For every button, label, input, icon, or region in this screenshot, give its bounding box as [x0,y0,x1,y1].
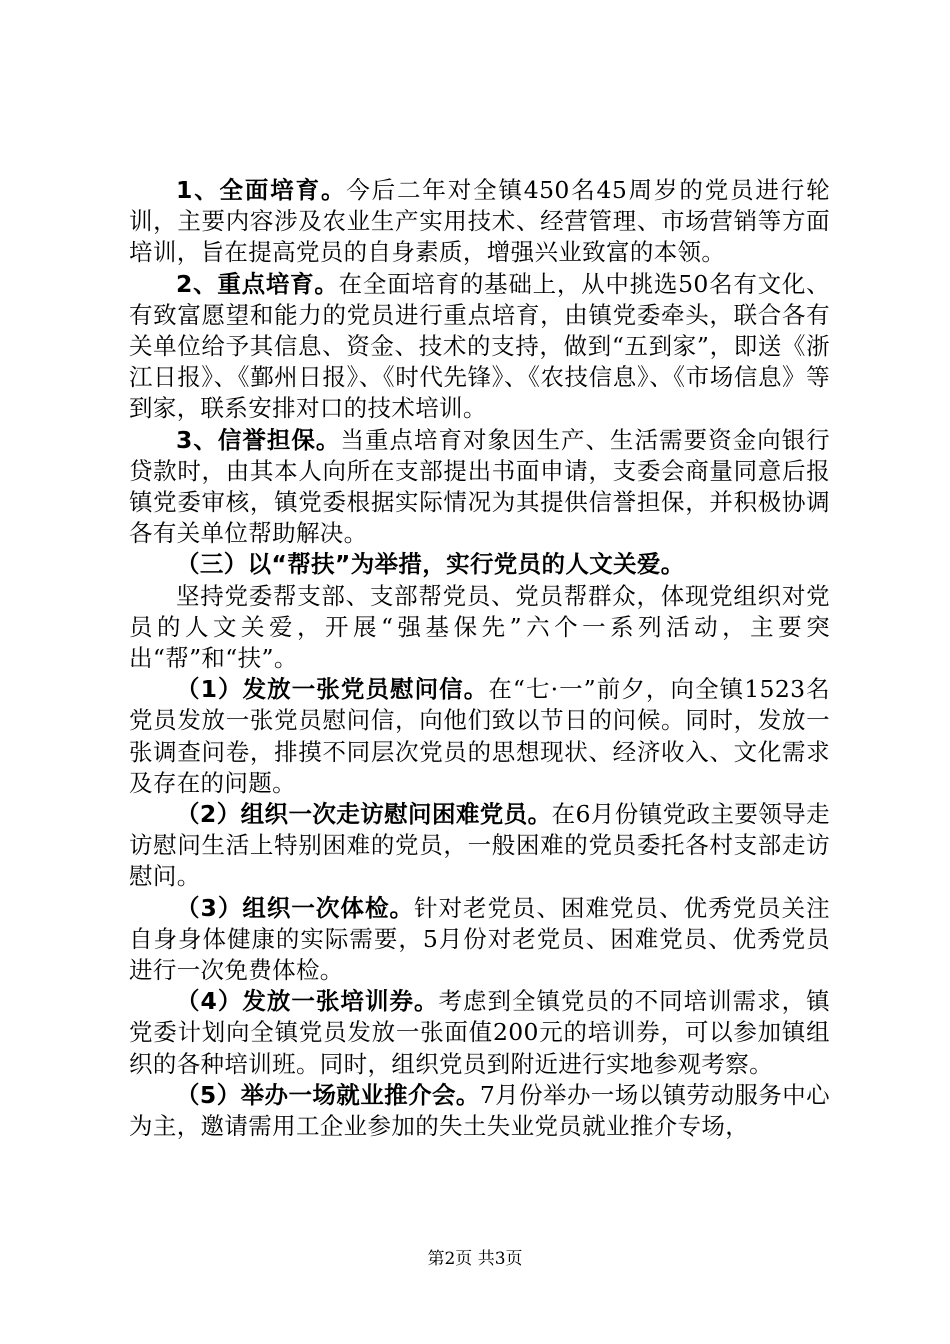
item-4-heading: （4）发放一张培训券。 [176,987,439,1016]
item-2-heading: （2）组织一次走访慰问困难党员。 [176,800,552,829]
item-3 [129,893,830,987]
item-4 [129,986,830,1080]
paragraph-2-text: 在全面培育的基础上，从中挑选50名有文化、有致富愿望和能力的党员进行重点培育，由镇党委牵头，联合各有关单位给予其信息、资金、技术的支持，做到“五到家”，即送《浙江日报》、《鄞州日报》、《时代先锋》、《农技信息》、《市场信息》等到家，联系安排对口的技术培训。 [129,269,830,423]
paragraph-1-text: 今后二年对全镇450名45周岁的党员进行轮训，主要内容涉及农业生产实用技术、经营管理、市场营销等方面培训，旨在提高党员的自身素质，增强兴业致富的本领。 [129,176,830,267]
item-1-heading: （1）发放一张党员慰问信。 [176,675,489,704]
page-number-footer: 第2页 共3页 [427,1249,523,1269]
paragraph-3 [129,425,830,550]
paragraph-2-heading: 2、重点培育。 [176,269,339,298]
item-5-heading: （5）举办一场就业推介会。 [176,1080,480,1109]
item-4-text: 考虑到全镇党员的不同培训需求，镇党委计划向全镇党员发放一张面值200元的培训券，可以参加镇组织的各种培训班。同时，组织党员到附近进行实地参观考察。 [129,987,830,1078]
document-body [129,175,830,1142]
paragraph-3-heading: 3、信誉担保。 [176,425,341,454]
item-5-text: 7月份举办一场以镇劳动服务中心为主，邀请需用工企业参加的失土失业党员就业推介专场， [129,1080,830,1141]
paragraph-2 [129,269,830,425]
item-3-text: 针对老党员、困难党员、优秀党员关注自身身体健康的实际需要，5月份对老党员、困难党员、优秀党员进行一次免费体检。 [129,893,830,985]
item-1-text: 在“七·一”前夕，向全镇1523名党员发放一张党员慰问信，向他们致以节日的问候。同时，发放一张调查问卷，排摸不同层次党员的思想现状、经济收入、文化需求及存在的问题。 [129,675,830,797]
paragraph-1 [129,175,830,269]
paragraph-1-heading: 1、全面培育。 [176,176,347,204]
item-1 [129,674,830,799]
item-3-heading: （3）组织一次体检。 [176,893,414,922]
paragraph-intro-text: 坚持党委帮支部、支部帮党员、党员帮群众，体现党组织对党员的人文关爱，开展“强基保先”六个一系列活动，主要突出“帮”和“扶”。 [129,581,830,673]
section-heading [129,549,830,580]
paragraph-intro [129,581,830,675]
item-2 [129,799,830,893]
item-2-text: 在6月份镇党政主要领导走访慰问生活上特别困难的党员，一般困难的党员委托各村支部走访慰问。 [129,800,830,891]
section-heading-text: （三）以“帮扶”为举措，实行党员的人文关爱。 [176,550,685,579]
paragraph-3-text: 当重点培育对象因生产、生活需要资金向银行贷款时，由其本人向所在支部提出书面申请，支委会商量同意后报镇党委审核，镇党委根据实际情况为其提供信誉担保，并积极协调各有关单位帮助解决。 [129,425,830,548]
item-5 [129,1080,830,1142]
